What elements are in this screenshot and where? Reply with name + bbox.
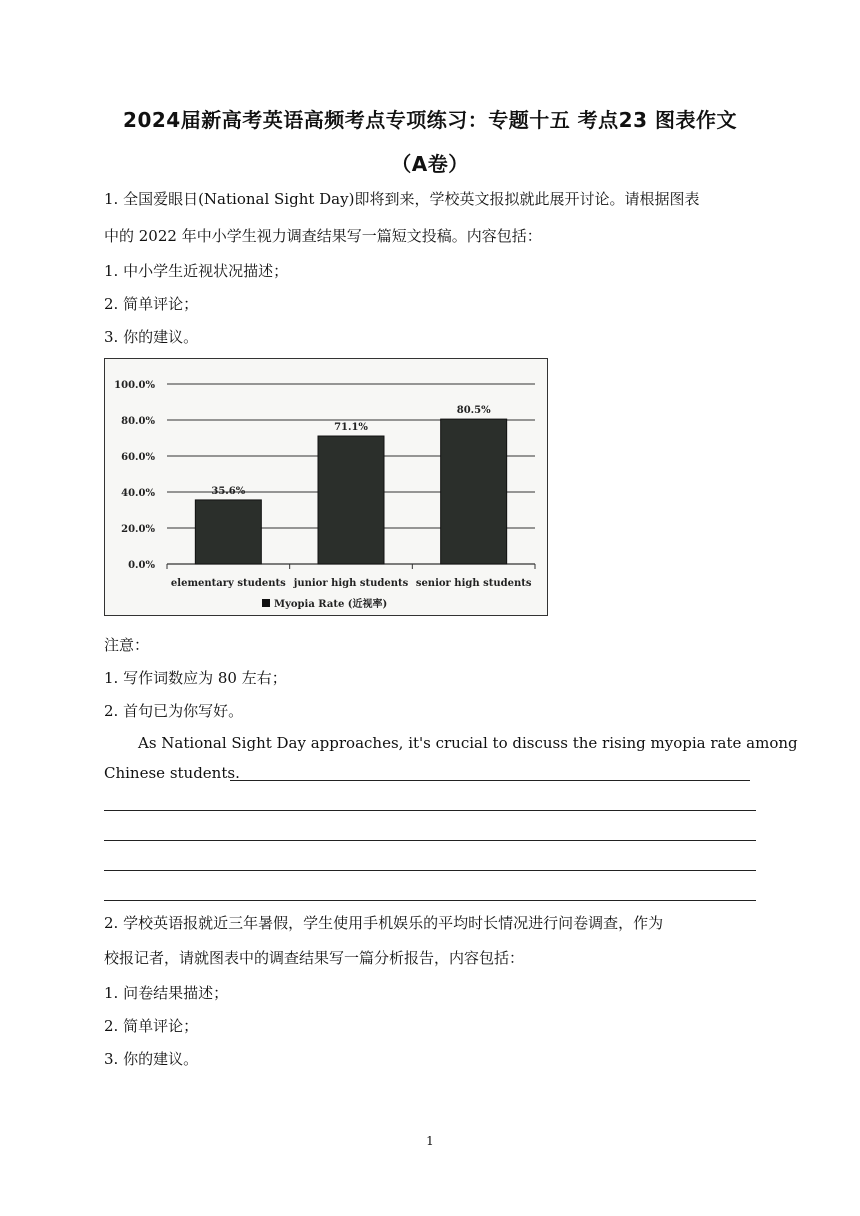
y-tick-label: 60.0% [121,452,155,463]
q1-prompt-line-1: 1. 全国爱眼日(National Sight Day)即将到来，学校英文报拟就此展开讨论。请根据图表 [104,190,700,208]
answer-line [104,900,756,901]
y-tick-label: 80.0% [121,416,155,427]
q2-prompt-line-2: 校报记者，请就图表中的调查结果写一篇分析报告，内容包括： [104,949,525,967]
q1-prompt-line-2: 中的 2022 年中小学生视力调查结果写一篇短文投稿。内容包括： [104,227,542,245]
answer-line [230,780,750,781]
bar [195,500,261,564]
note-1: 1. 写作词数应为 80 左右； [104,669,287,687]
y-tick-label: 40.0% [121,488,155,499]
bar-data-label: 71.1% [334,422,368,434]
bar [318,436,384,564]
y-tick-label: 0.0% [128,560,155,571]
q1-item-3: 3. 你的建议。 [104,328,199,346]
document-title: 2024届新高考英语高频考点专项练习：专题十五 考点23 图表作文 [123,108,737,132]
q2-item-3: 3. 你的建议。 [104,1050,199,1068]
answer-line [104,840,756,841]
x-category-label: senior high students [415,578,532,589]
y-tick-label: 100.0% [114,380,155,391]
myopia-bar-chart [104,358,548,616]
bar-data-label: 80.5% [456,405,491,417]
chart-canvas [105,359,549,617]
q2-item-2: 2. 简单评论； [104,1017,199,1035]
notes-label: 注意： [104,636,150,654]
bar [441,419,507,564]
q2-prompt-line-1: 2. 学校英语报就近三年暑假，学生使用手机娱乐的平均时长情况进行问卷调查，作为 [104,914,664,932]
q1-item-1: 1. 中小学生近视状况描述； [104,262,289,280]
q2-item-1: 1. 问卷结果描述； [104,984,229,1002]
x-category-label: elementary students [170,578,286,589]
answer-line [104,810,756,811]
document-subtitle: （A卷） [391,152,469,176]
bar-data-label: 35.6% [211,485,246,497]
y-tick-label: 20.0% [121,524,155,535]
starter-line-1: As National Sight Day approaches, it's crucial to discuss the rising myopia rate among [138,734,798,752]
note-2: 2. 首句已为你写好。 [104,702,244,720]
answer-line [104,870,756,871]
page-number: 1 [426,1134,434,1148]
legend-swatch [262,599,270,607]
x-category-label: junior high students [293,578,409,589]
starter-line-2: Chinese students. [104,764,240,782]
q1-item-2: 2. 简单评论； [104,295,199,313]
legend-label: Myopia Rate (近视率) [274,599,388,610]
